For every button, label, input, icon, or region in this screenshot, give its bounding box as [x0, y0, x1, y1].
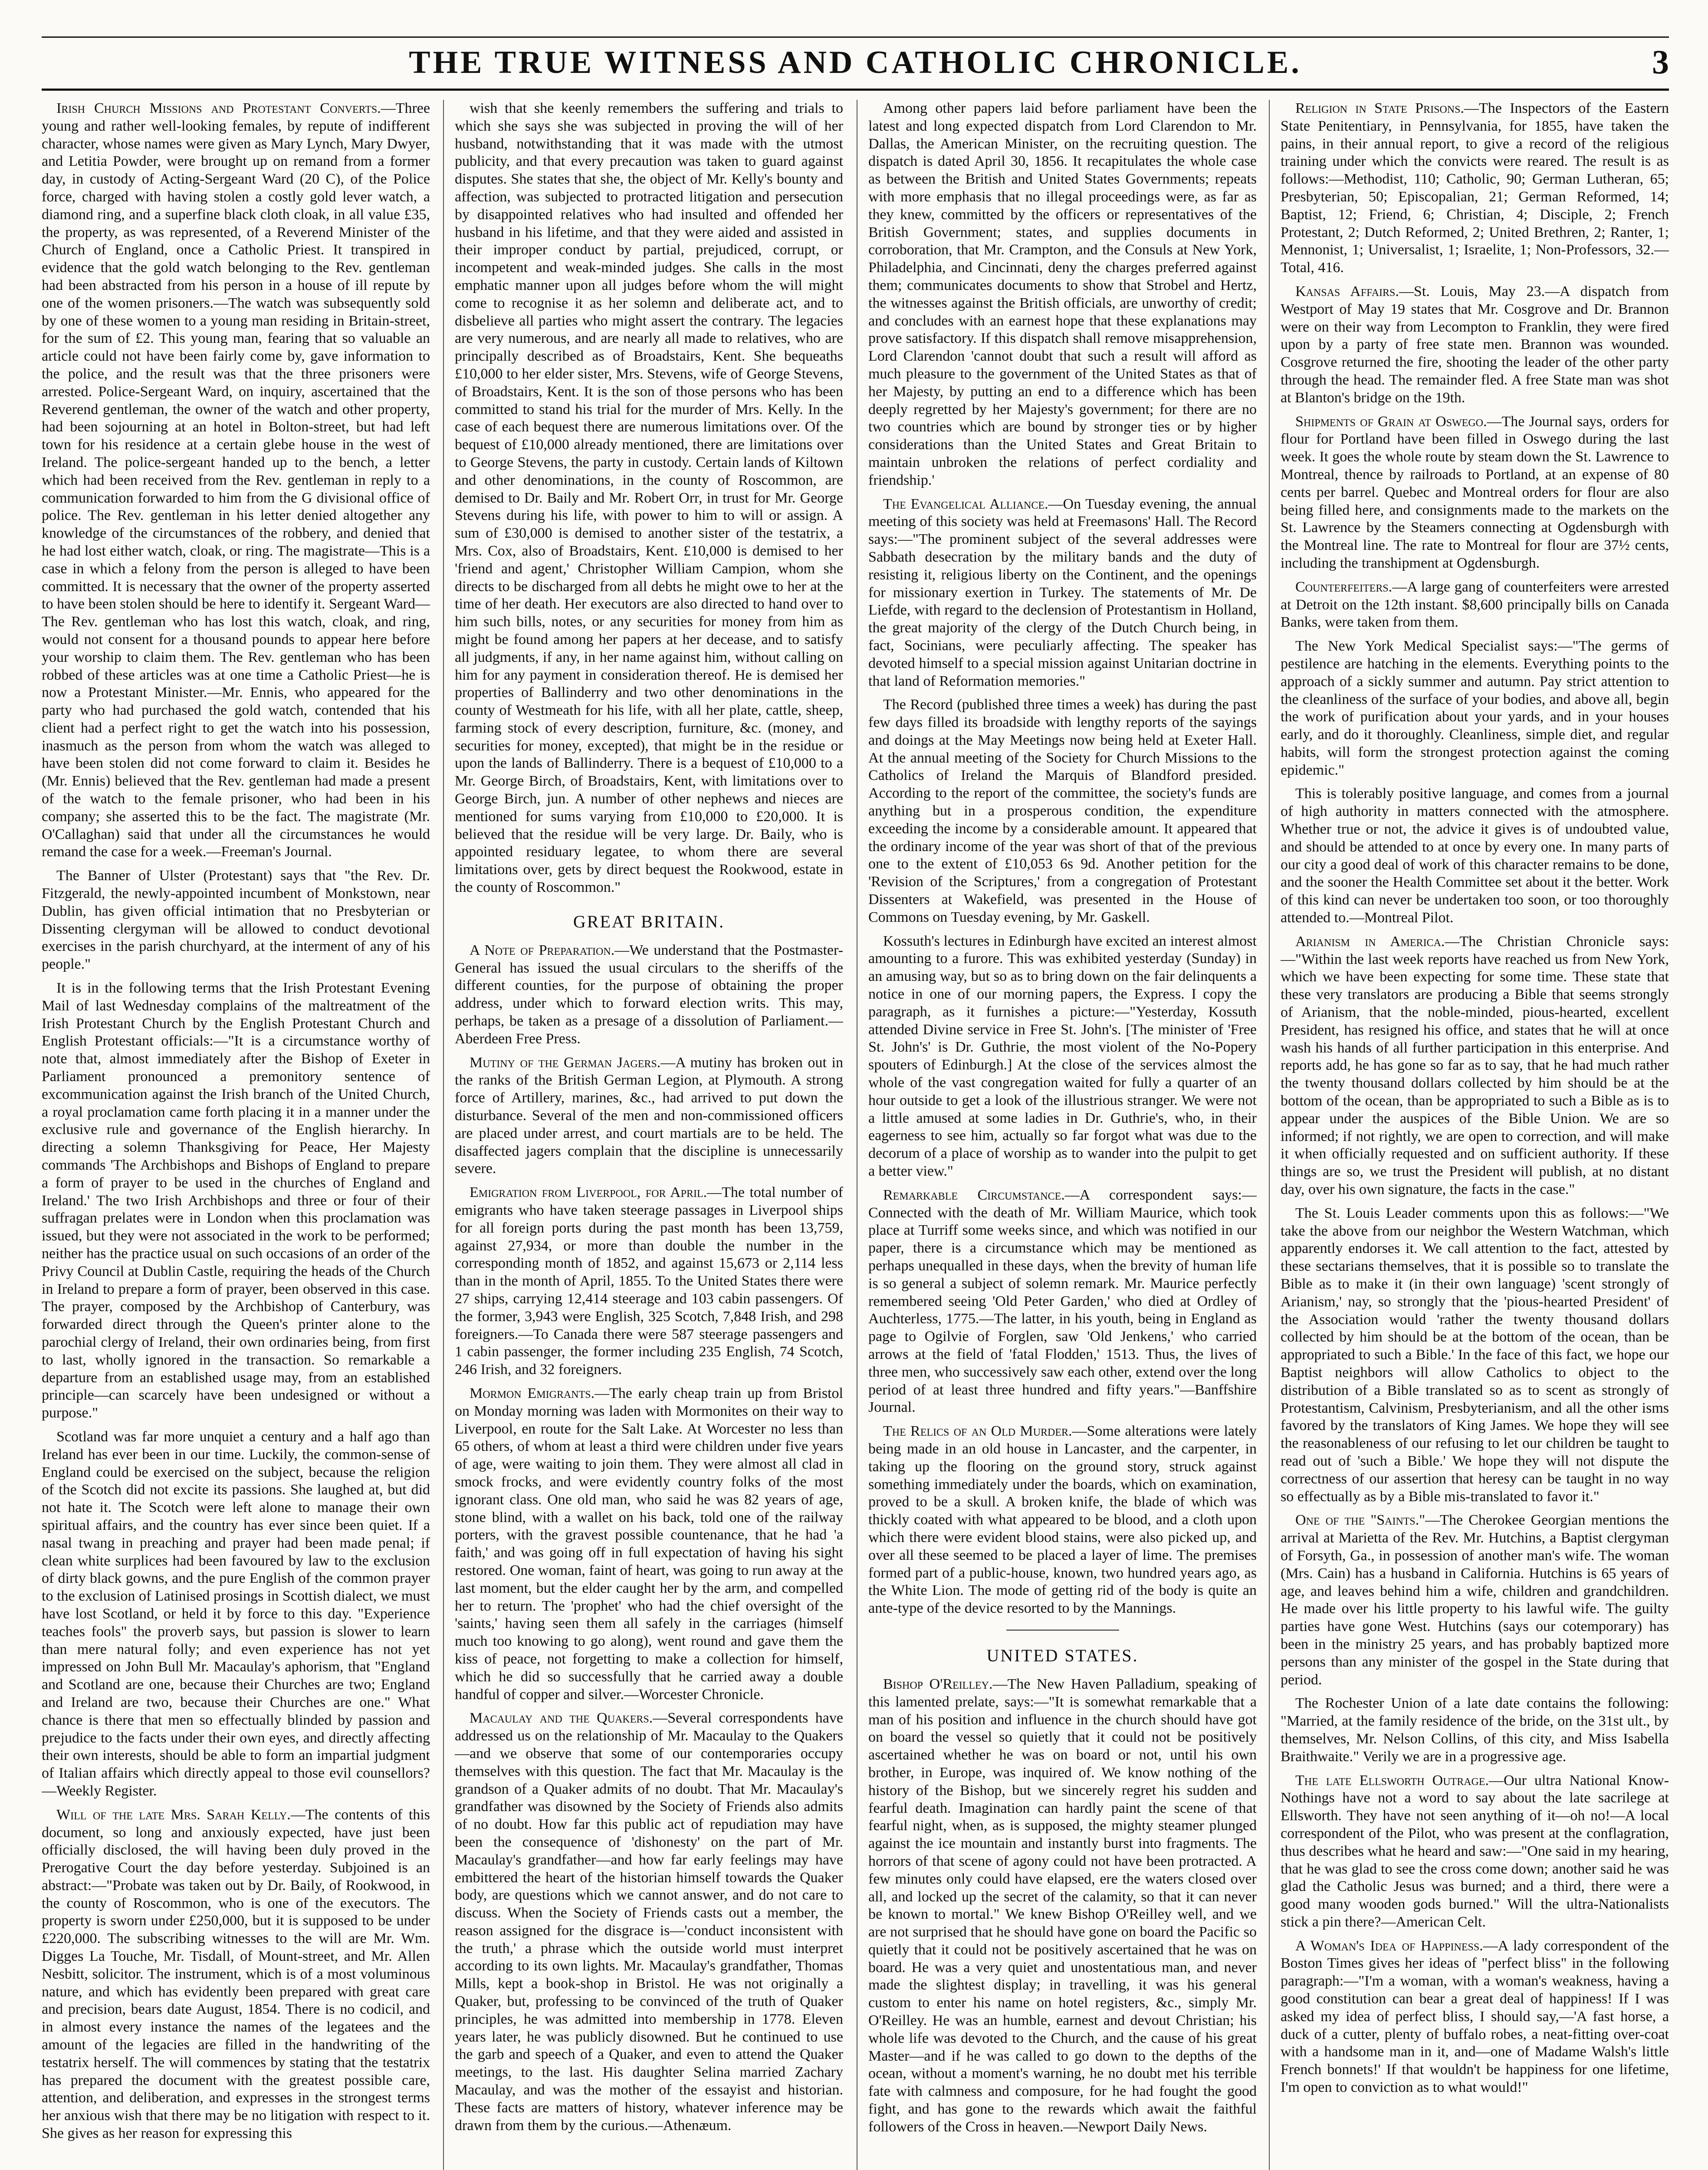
- article-note-of-preparation: A Note of Preparation.—We understand that the Postmaster-General has issued the usual circulars to the sheriffs of the different counties, for the purpose of obtaining the proper address, under which to forward election writs. This may, perhaps, be taken as a presage of a dissolution of Parliament.—Aberdeen Free Press.: [455, 942, 843, 1047]
- article-mormon-emigrants: Mormon Emigrants.—The early cheap train up from Bristol on Monday morning was laden with Mormonites on their way to Liverpool, en route for the Salt Lake. At Worcester no less than 65 others, of whom at least a third were children under five years of age, were waiting to join them. They were almost all clad in smock frocks, and were evidently country folks of the most ignorant class. One old man, who said he was 82 years of age, stone blind, with a wallet on his back, told one of the railway porters, with the gravest possible countenance, that he had 'a faith,' and was going off in full expectation of having his sight restored. One woman, faint of heart, was going to run away at the last moment, but the elder caught her by the arm, and compelled her to return. The 'prophet' who had the chief oversight of the 'saints,' having seen them all safely in the carriages (himself much too knowing to go along), went round and gave them the kiss of peace, not forgetting to make a collection for himself, which he did so successfully that he carried away a double handful of copper and silver.—Worcester Chronicle.: [455, 1385, 843, 1703]
- article-kossuth-lectures: Kossuth's lectures in Edinburgh have excited an interest almost amounting to a furore. This was exhibited yesterday (Sunday) in an amusing way, but so as to bring down on the fair delinquents a notice in one of our morning papers, the Express. I copy the paragraph, as it furnishes a picture:—"Yesterday, Kossuth attended Divine service in Free St. John's. [The minister of 'Free St. John's' is Dr. Guthrie, the most violent of the No-Popery spouters of Edinburgh.] At the close of the services almost the whole of the vast congregation waited for fully a quarter of an hour outside to get a look of the illustrious stranger. We were not a little amused at some ladies in Dr. Guthrie's, who, in their eagerness to see him, actually so far forgot what was due to the decorum of a place of worship as to wander into the pulpit to get a better view.": [868, 933, 1257, 1180]
- article-columns: [42, 100, 1669, 2170]
- column-divider: [443, 100, 444, 2170]
- article-evening-mail: It is in the following terms that the Irish Protestant Evening Mail of last Wednesday complains of the maltreatment of the Irish Protestant Church by the English Protestant Church and English Protestant officials:—"It is a circumstance worthy of note that, almost immediately after the Bishop of Exeter in Parliament pronounced a premonitory sentence of excommunication against the Irish branch of the United Church, a royal proclamation came forth placing it in a manner under the exclusive rule and governance of the English hierarchy. In directing a solemn Thanksgiving for Peace, Her Majesty commands 'The Archbishops and Bishops of England to prepare a form of prayer to be used in the churches of England and Ireland.' The two Irish Archbishops and three or four of their suffragan prelates were in London when this proclamation was issued, but they were not associated in the work to be performed; neither has the practice usual on such occasions of an order of the Privy Council at Dublin Castle, requiring the heads of the Church in Ireland to prepare a form of prayer, been observed in this case. The prayer, composed by the Archbishop of Canterbury, was forwarded direct through the Queen's printer alone to the parochial clergy of Ireland, their own ordinaries being, from first to last, wholly ignored in the transaction. So remarkable a departure from an established usage may, from an established principle—can scarcely have been undesigned or without a purpose.": [42, 980, 430, 1421]
- article-mutiny-german-jagers: Mutiny of the German Jagers.—A mutiny has broken out in the ranks of the British German Legion, at Plymouth. A strong force of Artillery, marines, &c., had arrived to put down the disturbance. Several of the men and non-commissioned officers are placed under arrest, and court martials are to be held. The disaffected jagers complain that the discipline is unnecessarily severe.: [455, 1054, 843, 1177]
- article-irish-church-missions: Irish Church Missions and Protestant Converts.—Three young and rather well-looking females, by repute of indifferent character, whose names were given as Mary Lynch, Mary Dwyer, and Letitia Powder, were brought up on remand from a former day, in custody of Acting-Sergeant Ward (20 C), of the Police force, charged with having stolen a costly gold lever watch, a diamond ring, and a superfine black cloth cloak, in all value £35, the property, as was represented, of a Reverend Minister of the Church of England, once a Catholic Priest. It transpired in evidence that the gold watch belonging to the Rev. gentleman had been abstracted from his person in a house of ill repute by one of the women prisoners.—The watch was subsequently sold by one of these women to a young man residing in Britain-street, for the sum of £2. This young man, fearing that so valuable an article could not have been fairly come by, gave information to the police, and the result was that the three prisoners were arrested. Police-Sergeant Ward, on inquiry, ascertained that the Reverend gentleman, the owner of the watch and other property, had been sojourning at an hotel in Bolton-street, but had left town for his residence at a certain glebe house in the west of Ireland. The police-sergeant handed up to the bench, a letter which had been received from the Rev. gentleman in reply to a communication forwarded to him from the G divisional office of police. The Rev. gentleman in his letter denied altogether any knowledge of the circumstances of the robbery, and denied that he had lost either watch, cloak, or ring. The magistrate—This is a case in which a felony from the person is alleged to have been committed. It is necessary that the owner of the property asserted to have been stolen should be here to identify it. Sergeant Ward—The Rev. gentleman who has lost this watch, cloak, and ring, would not consent for a thousand pounds to appear here before your worship to claim them. The Rev. gentleman who has been robbed of these articles was at one time a Catholic Priest—he is now a Protestant Minister.—Mr. Ennis, who appeared for the party who had purchased the gold watch, contended that his client had a perfect right to get the watch into his possession, inasmuch as the person from whom the watch was alleged to have been stolen did not come forward to claim it. Besides he (Mr. Ennis) believed that the Rev. gentleman had made a present of the watch to the female prisoner, who had been in his company; she asserted this to be the fact. The magistrate (Mr. O'Callaghan) said that under all the circumstances he would remand the case for a week.—Freeman's Journal.: [42, 100, 430, 860]
- article-kansas-affairs: Kansas Affairs.—St. Louis, May 23.—A dispatch from Westport of May 19 states that Mr. Cosgrove and Dr. Brannon were on their way from Lecompton to Franklin, they were fired upon by a party of free state men. Brannon was wounded. Cosgrove returned the fire, shooting the leader of the other party through the head. The remainder fled. A free State man was shot at Blanton's bridge on the 19th.: [1281, 283, 1669, 406]
- article-grain-oswego: Shipments of Grain at Oswego.—The Journal says, orders for flour for Portland have been filled in Oswego during the last week. It goes the whole route by steam down the St. Lawrence to Montreal, thence by railroads to Portland, at an expense of 80 cents per barrel. Quebec and Montreal orders for flour are also being filled here, and consignments made to the markets on the St. Lawrence by the Steamers connecting at Ogdensburgh with the Montreal line. The rate to Montreal for flour are 37½ cents, including the transhipment at Ogdensburgh.: [1281, 413, 1669, 571]
- article-the-record: The Record (published three times a week) has during the past few days filled its broadside with lengthy reports of the sayings and doings at the May Meetings now being held at Exeter Hall. At the annual meeting of the Society for Church Missions to the Catholics of Ireland the Marquis of Blandford presided. According to the report of the committee, the society's funds are anything but in a prosperous condition, the expenditure exceeding the income by a considerable amount. It appeared that the ordinary income of the year was short of that of the previous one to the extent of £10,053 6s 9d. Another petition for the 'Revision of the Scriptures,' from a congregation of Protestant Dissenters at Wakefield, was presented in the House of Commons on Tuesday evening, by Mr. Gaskell.: [868, 697, 1257, 925]
- article-counterfeiters: Counterfeiters.—A large gang of counterfeiters were arrested at Detroit on the 12th instant. $8,600 principally bills on Canada Banks, were taken from them.: [1281, 579, 1669, 631]
- article-will-continued: wish that she keenly remembers the suffering and trials to which she says she was subjected in proving the will of her husband, notwithstanding that it was made with the utmost publicity, and that every precaution was taken to guard against disputes. She states that she, the object of Mr. Kelly's bounty and affection, was subjected to protracted litigation and persecution by disappointed relatives who had insulted and offended her husband in his lifetime, and that they were aided and assisted in their improper conduct by partial, prejudiced, corrupt, or incompetent and weak-minded judges. She calls in the most emphatic manner upon all judges before whom the will might come to recognise it as her solemn and deliberate act, and to disbelieve all parties who might assert the contrary. The legacies are very numerous, and are nearly all made to relatives, who are principally described as of Broadstairs, Kent. She bequeaths £10,000 to her elder sister, Mrs. Stevens, wife of George Stevens, of Broadstairs, Kent. It is the son of those persons who has been committed to stand his trial for the murder of Mrs. Kelly. In the case of each bequest there are numerous limitations over. Of the bequest of £10,000 already mentioned, there are limitations over to George Stevens, the party in custody. Certain lands of Kiltown and other denominations, in the county of Roscommon, are demised to Dr. Baily and Mr. Robert Orr, in trust for Mr. George Stevens during his life, with power to him to will or assign. A sum of £30,000 is demised to another sister of the testatrix, a Mrs. Cox, also of Broadstairs, Kent. £10,000 is demised to her 'friend and agent,' Christopher William Campion, whom she directs to be discharged from all debts he might owe to her at the time of her death. Her executors are also directed to hand over to him such bills, notes, or any securities for money from him as might be found among her papers at her decease, and to satisfy all judgments, if any, in her name against him, without calling on him for any payment in consideration thereof. He is demised her properties of Ballinderry and two other denominations in the county of Westmeath for his life, with all her plate, cattle, sheep, farming stock of every description, furniture, &c. (money, and securities for money, excepted), that might be in the residue or upon the lands of Ballinderry. There is a bequest of £10,000 to a Mr. George Birch, of Broadstairs, Kent, with limitations over to George Birch, jun. A number of other nephews and nieces are mentioned for sums varying from £10,000 to £20,000. It is believed that the residue will be very large. Dr. Baily, who is appointed residuary legatee, to whom there are several limitations over, gets by direct bequest the Rookwood, estate in the county of Roscommon.": [455, 100, 843, 896]
- article-relics-old-murder: The Relics of an Old Murder.—Some alterations were lately being made in an old house in Lancaster, and the carpenter, in taking up the flooring on the ground story, struck against something immediately under the boards, which on examination, proved to be a skull. A broken knife, the blade of which was thickly coated with what appeared to be blood, and a cloth upon which there were evident blood stains, were also picked up, and over all these seemed to be placed a layer of lime. The premises formed part of a public-house, known, two hundred years ago, as the White Lion. The mode of getting rid of the body is quite an ante-type of the device resorted to by the Mannings.: [868, 1423, 1257, 1617]
- article-arianism-america: Arianism in America.—The Christian Chronicle says:—"Within the last week reports have reached us from New York, which we have been expecting for some time. These state that these very translators are producing a Bible that seems strongly of Arianism, that the noble-minded, pious-hearted, excellent President, has resigned his office, and states that he will at once wash his hands of all further participation in this enterprise. And reports add, he has gone so far as to say, that he had much rather the twenty thousand dollars collected by him should be at the bottom of the ocean, than be appropriated to such a Bible as is to appear under the auspices of the Bible Union. We are so informed; if not rightly, we are open to correction, and will make it when officially requested and on sufficient authority. If these things are so, we trust the President will publish, at no distant day, over his own signature, the facts in the case.": [1281, 933, 1669, 1198]
- article-emigration-liverpool: Emigration from Liverpool, for April.—The total number of emigrants who have taken steerage passages in Liverpool ships for all foreign ports during the past month has been 13,759, against 27,934, or more than double the number in the corresponding month of 1852, and against 15,673 or 2,114 less than in the month of April, 1855. To the United States there were 27 ships, carrying 12,414 steerage and 103 cabin passengers. Of the former, 3,943 were English, 325 Scotch, 7,848 Irish, and 298 foreigners.—To Canada there were 587 steerage passengers and 1 cabin passenger, the former including 235 English, 74 Scotch, 246 Irish, and 32 foreigners.: [455, 1184, 843, 1378]
- column-1: [42, 100, 430, 2170]
- article-womans-idea-happiness: A Woman's Idea of Happiness.—A lady correspondent of the Boston Times gives her ideas of "perfect bliss" in the following paragraph:—"I'm a woman, with a woman's weakness, having a good constitution can bear a great deal of happiness! If I was asked my idea of perfect bliss, I should say,—'A fast horse, a duck of a cutter, plenty of buffalo robes, a neat-fitting over-coat with a handsome man in it, and—one of Madame Walsh's little French bonnets!' If that wouldn't be happiness for one lifetime, I'm open to conviction as to what would!": [1281, 1937, 1669, 2096]
- article-religion-state-prisons: Religion in State Prisons.—The Inspectors of the Eastern State Penitentiary, in Pennsylvania, for 1855, have taken the pains, in their annual report, to give a record of the religious training under which the convicts were reared. The result is as follows:—Methodist, 110; Catholic, 90; German Lutheran, 65; Presbyterian, 50; Episcopalian, 21; German Reformed, 14; Baptist, 12; Friend, 6; Christian, 4; Disciple, 2; French Protestant, 2; Dutch Reformed, 2; United Brethren, 2; Ranter, 1; Mennonist, 1; Universalist, 1; Israelite, 1; Non-Professors, 32.—Total, 416.: [1281, 100, 1669, 276]
- article-ellsworth-outrage: The late Ellsworth Outrage.—Our ultra National Know-Nothings have not a word to say about the late sacrilege at Ellsworth. They have not seen anything of it—oh no!—A local correspondent of the Pilot, who was present at the conflagration, thus describes what he heard and saw:—"One said in my hearing, that he was glad to see the cross come down; another said he was glad the Catholic Jesus was burned; and a third, there were a good many wooden gods burned." Will the ultra-Nationalists stick a pin there?—American Celt.: [1281, 1772, 1669, 1930]
- masthead-top-rule: [42, 36, 1669, 38]
- article-bishop-oreilley: Bishop O'Reilley.—The New Haven Palladium, speaking of this lamented prelate, says:—"It is somewhat remarkable that a man of his position and influence in the church should have got on board the vessel so quietly that it could not be positively ascertained whether he was on board or not, until his own brother, in Europe, was inquired of. We know nothing of the history of the Bishop, but we sincerely regret his sudden and fearful death. Imagination can hardly paint the scene of that fearful night, when, as is supposed, the mighty steamer plunged against the ice mountain and instantly burst into fragments. The horrors of that scene of agony could not have been protracted. A few minutes only could have elapsed, ere the waters closed over all, and locked up the secret of the calamity, so that it can never be known to mortal." We knew Bishop O'Reilley well, and we are not surprised that he should have gone on board the Pacific so quietly that it could not be positively ascertained that he was on board. He was a very quiet and unostentatious man, and never made the slightest display; in travelling, it was his general custom to enter his name on hotel registers, &c., simply Mr. O'Reilley. He was an humble, earnest and devout Christian; his whole life was devoted to the Church, and the cause of his great Master—and if he was called to go down to the depths of the ocean, without a moment's warning, he no doubt met his terrible fate with calmness and composure, for he had fought the good fight, and has gone to the rewards which await the faithful followers of the Cross in heaven.—Newport Daily News.: [868, 1676, 1257, 2135]
- article-st-louis-leader: The St. Louis Leader comments upon this as follows:—"We take the above from our neighbor the Western Watchman, which apparently endorses it. We call attention to the fact, attested by these sectarians themselves, that it is possible so to translate the Bible as to make it (in their own language) 'scent strongly of Arianism,' nay, so strongly that the 'pious-hearted President' of the Association would 'rather the twenty thousand dollars collected by him should be at the bottom of the ocean, than be appropriated to such a Bible.' In the face of this fact, we hope our Baptist neighbors will allow Catholics to object to the distribution of a Bible translated so as to scent as strongly of Protestantism, Calvinism, Presbyterianism, and all the other isms favored by the translators of King James. We hope they will see the reasonableness of our refusing to let our children be taught to read out of 'such a Bible.' We hope they will not dispute the correctness of our assertion that heresy can be taught in no way so effectually as by a Bible mis-translated to favor it.": [1281, 1205, 1669, 1505]
- column-divider: [1269, 100, 1270, 2170]
- article-one-of-the-saints: One of the "Saints."—The Cherokee Georgian mentions the arrival at Marietta of the Rev. Mr. Hutchins, a Baptist clergyman of Forsyth, Ga., in possession of another man's wife. The woman (Mrs. Cain) has a husband in California. Hutchins is 65 years of age, and leaves behind him a wife, children and grandchildren. He made over his little property to his lawful wife. The guilty parties have gone West. Hutchins (says our cotemporary) has been in the ministry 25 years, and has probably baptized more persons than any minister of the gospel in the State during that period.: [1281, 1512, 1669, 1688]
- column-2: [455, 100, 843, 2170]
- article-will-sarah-kelly: Will of the late Mrs. Sarah Kelly.—The contents of this document, so long and anxiously expected, have just been officially disclosed, the will having been duly proved in the Prerogative Court the day before yesterday. Subjoined is an abstract:—"Probate was taken out by Dr. Baily, of Rookwood, in the county of Roscommon, who is one of the executors. The property is sworn under £250,000, but it is supposed to be under £220,000. The subscribing witnesses to the will are Mr. Wm. Digges La Touche, Mr. Tisdall, of Mount-street, and Mr. Allen Nesbitt, solicitor. The instrument, which is of a most voluminous nature, and which has evidently been prepared with great care and precision, bears date August, 1854. There is no codicil, and in almost every instance the names of the legatees and the amount of the legacies are filled in the handwriting of the testatrix herself. The will commences by stating that the testatrix has prepared the document with the greatest possible care, attention, and deliberation, and expresses in the strongest terms her anxious wish that there may be no litigation with respect to it. She gives as her reason for expressing this: [42, 1806, 430, 2142]
- article-banner-of-ulster: The Banner of Ulster (Protestant) says that "the Rev. Dr. Fitzgerald, the newly-appointed incumbent of Monkstown, near Dublin, has given official intimation that no Presbyterian or Dissenting clergyman will be allowed to conduct devotional exercises in the parish churchyard, at the interment of any of his people.": [42, 868, 430, 973]
- article-montreal-pilot: This is tolerably positive language, and comes from a journal of high authority in matters connected with the atmosphere. Whether true or not, the advice it gives is of undoubted value, and should be attended to at once by every one. In many parts of our city a good deal of work of this character remains to be done, and the sooner the Health Committee set about it the better. Work of this kind can never be undertaken too soon, or too thoroughly attended to.—Montreal Pilot.: [1281, 786, 1669, 926]
- masthead: [42, 36, 1669, 91]
- article-clarendon-dispatch: Among other papers laid before parliament have been the latest and long expected dispatch from Lord Clarendon to Mr. Dallas, the American Minister, on the recruiting question. The dispatch is dated April 30, 1856. It recapitulates the whole case as between the British and United States Governments; repeats with more emphasis that no illegal proceedings were, as far as they knew, committed by the officers or representatives of the British Government; states, and supplies documents in corroboration, that Mr. Crampton, and the Consuls at New York, Philadelphia, and Cincinnati, deny the charges preferred against them; communicates documents to show that Strobel and Hertz, the witnesses against the British officials, are unworthy of credit; and concludes with an earnest hope that these explanations may prove satisfactory. If this dispatch shall remove misapprehension, Lord Clarendon 'cannot doubt that such a result will afford as much pleasure to the government of the United States as that of her Majesty, by putting an end to a difference which has been deeply regretted by her Majesty's government; for there are no two countries which are bound by stronger ties or by higher considerations than the United States and Great Britain to maintain unbroken the relations of perfect cordiality and friendship.': [868, 100, 1257, 488]
- article-scotland: Scotland was far more unquiet a century and a half ago than Ireland has ever been in our time. Luckily, the common-sense of England could be exercised on the subject, because the religion of the Scotch did not excite its passions. She laughed at, but did not hate it. The Scotch were left alone to manage their own spiritual affairs, and the country has ever since been quiet. If a nasal twang in preaching and prayer had been made penal; if clean white surplices had been favoured by law to the exclusion of dirty black gowns, and the pure English of the common prayer to the exclusion of Latinised prosings in Scottish dialect, we must have lost Scotland, or held it by force to this day. "Experience teaches fools" the proverb says, but passion is slower to learn than mere natural folly; and even experience has not yet impressed on John Bull Mr. Macaulay's aphorism, that "England and Scotland are one, because their Churches are two; England and Ireland are two, because their Churches are one." What chance is there that men so effectually blinded by passion and prejudice to the facts under their own eyes, and directly affecting their own interests, should be able to form an impartial judgment of Italian affairs which directly appeal to those evil counsellors?—Weekly Register.: [42, 1428, 430, 1799]
- column-3: [868, 100, 1257, 2170]
- article-rochester-union: The Rochester Union of a late date contains the following: "Married, at the family residence of the bride, on the 31st ult., by themselves, Mr. Nelson Collins, of this city, and Miss Isabella Braithwaite." Verily we are in a progressive age.: [1281, 1695, 1669, 1765]
- article-evangelical-alliance: The Evangelical Alliance.—On Tuesday evening, the annual meeting of this society was held at Freemasons' Hall. The Record says:—"The prominent subject of the several addresses were Sabbath desecration by the military bands and the duty of resisting it, religious liberty on the Continent, and the openings for missionary exertion in Turkey. The statements of Mr. De Liefde, with regard to the declension of Protestantism in Holland, the great majority of the clergy of the Dutch Church being, in fact, Socinians, were peculiarly affecting. The speaker has devoted himself to a special mission against Unitarian doctrine in that land of Reformation memories.": [868, 496, 1257, 689]
- article-macaulay-quakers: Macaulay and the Quakers.—Several correspondents have addressed us on the relationship of Mr. Macaulay to the Quakers—and we observe that some of our contemporaries occupy themselves with this question. The fact that Mr. Macaulay is the grandson of a Quaker admits of no doubt. That Mr. Macaulay's grandfather was disowned by the Society of Friends also admits of no doubt. How far this public act of repudiation may have been the consequence of 'dishonesty' on the part of Mr. Macaulay's grandfather—and how far early feelings may have embittered the heart of the historian himself towards the Quaker body, are questions which we cannot answer, and do not care to discuss. When the Society of Friends casts out a member, the reason assigned for the disgrace is—'conduct inconsistent with the truth,' a phrase which the outside world must interpret according to its own lights. Mr. Macaulay's grandfather, Thomas Mills, kept a book-shop in Bristol. He was not originally a Quaker, but, professing to be convinced of the truth of Quaker principles, he was admitted into membership in 1778. Eleven years later, he was publicly disowned. But he continued to use the garb and speech of a Quaker, and even to attend the Quaker meetings, to the last. His daughter Selina married Zachary Macaulay, and was the mother of the essayist and historian. These facts are matters of history, whatever inference may be drawn from them by the curious.—Athenæum.: [455, 1710, 843, 2134]
- section-heading-great-britain: GREAT BRITAIN.: [573, 911, 725, 931]
- newspaper-title: THE TRUE WITNESS AND CATHOLIC CHRONICLE.: [409, 45, 1302, 80]
- section-heading-united-states: UNITED STATES.: [986, 1645, 1139, 1665]
- page-number: 3: [1652, 43, 1669, 81]
- article-medical-specialist: The New York Medical Specialist says:—"The germs of pestilence are hatching in the elements. Everything points to the approach of a sickly summer and autumn. Pay strict attention to the cleanliness of the surface of your bodies, and above all, begin the work of purification about your yards, and in your houses early, and do it thoroughly. Cleanliness, simple diet, and regular habits, will form the strongest protection against the coming epidemic.": [1281, 638, 1669, 778]
- section-rule: [1006, 1630, 1119, 1631]
- column-4: [1281, 100, 1669, 2170]
- article-remarkable-circumstance: Remarkable Circumstance.—A correspondent says:—Connected with the death of Mr. William Maurice, which took place at Turriff some weeks since, and which was notified in our paper, there is a circumstance which may be mentioned as perhaps unequalled in these days, when the brevity of human life is so general a subject of solemn remark. Mr. Maurice perfectly remembered seeing 'Old Peter Garden,' who died at Ordley of Auchterless, 1775.—The latter, in his youth, being in England as page to Ogilvie of Forglen, saw 'Old Jenkens,' who carried arrows at the field of 'fatal Flodden,' 1513. Thus, the lives of three men, who successively saw each other, extend over the long period of at least three hundred and fifty years."—Banffshire Journal.: [868, 1187, 1257, 1416]
